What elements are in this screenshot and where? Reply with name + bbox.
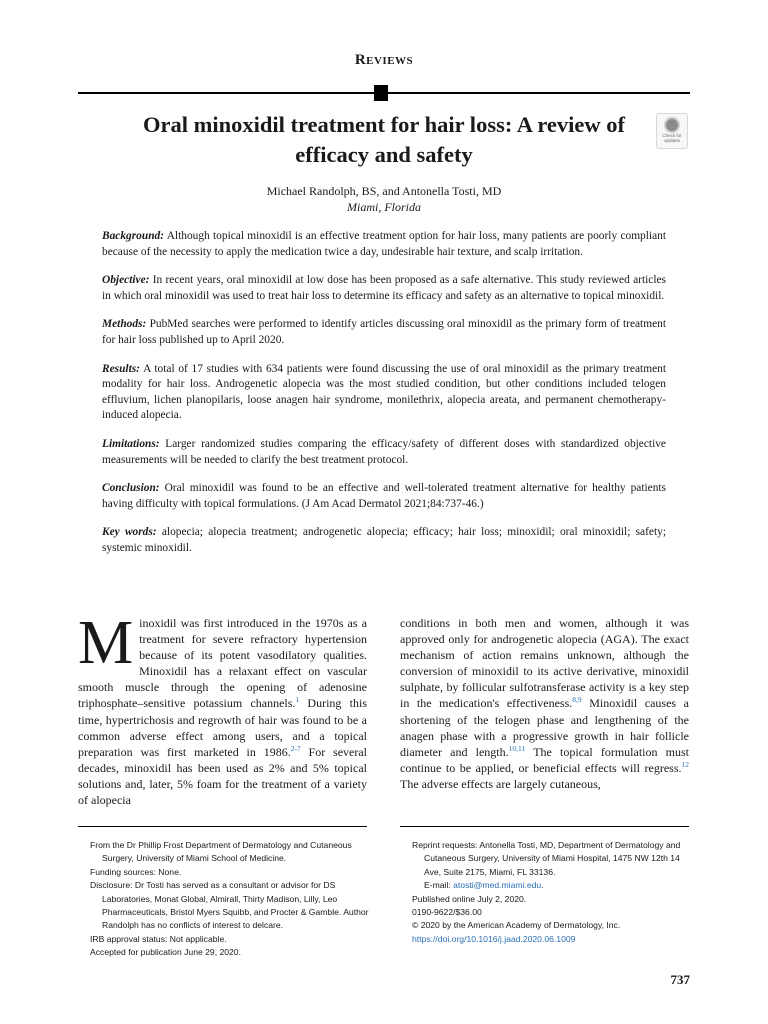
affiliation: Miami, Florida xyxy=(347,200,421,214)
drop-cap: M xyxy=(78,609,134,677)
citation-link[interactable]: 1 xyxy=(295,695,300,705)
citation-link[interactable]: 8,9 xyxy=(572,695,582,705)
abstract-conclusion: Conclusion: Oral minoxidil was found to be an effective and well-tolerated treatment alternative for healthy patients having difficulty with topical formulations. (J Am Acad Dermatol 2021;84:737-46.) xyxy=(102,482,666,510)
doi-link[interactable]: https://doi.org/10.1016/j.jaad.2020.06.1009 xyxy=(412,933,576,944)
page-number: 737 xyxy=(670,972,690,987)
footnotes-right xyxy=(412,839,690,946)
footnote-disclosure: Disclosure: Dr Tosti has served as a consultant or advisor for DS Laboratories, Monat Global, Almirall, Thirty Madison, Lilly, Leo Pharmaceuticals, Bristol Myers Squibb, and Procter & Gamble. Author Randolph has no conflicts of interest to delcare. xyxy=(90,880,369,931)
footnote-funding: Funding sources: None. xyxy=(90,866,182,877)
check-for-updates-label: Check for updates xyxy=(662,133,682,143)
check-for-updates-icon xyxy=(664,117,680,133)
footnote-accepted: Accepted for publication June 29, 2020. xyxy=(90,947,241,958)
footnote-reprint: Reprint requests: Antonella Tosti, MD, Department of Dermatology and Cutaneous Surgery, University of Miami Hospital, 1475 NW 12th 14 Ave, Suite 2175, Miami, FL 33136. E-mail: atosti@med.miami.edu. xyxy=(412,840,681,891)
abstract-background: Background: Although topical minoxidil is an effective treatment option for hair loss, many patients are poorly compliant because of the necessity to apply the medication twice a day, undesirable hair texture, and scalp irritation. xyxy=(102,230,666,258)
abstract xyxy=(102,229,666,570)
abstract-methods: Methods: PubMed searches were performed to identify articles discussing oral minoxidil as the primary form of treatment for hair loss published up to April 2020. xyxy=(102,318,666,346)
abstract-objective: Objective: In recent years, oral minoxidil at low dose has been proposed as a safe alternative. This study reviewed articles in which oral minoxidil was used to treat hair loss to determine its efficacy and safety as an alternative to topical minoxidil. xyxy=(102,274,666,302)
footnote-published: Published online July 2, 2020. xyxy=(412,893,527,904)
citation-link[interactable]: 10,11 xyxy=(508,743,526,753)
body-text xyxy=(78,609,690,810)
abstract-keywords: Key words: alopecia; alopecia treatment; androgenetic alopecia; efficacy; hair loss; minoxidil; oral minoxidil; safety; systemic minoxidil. xyxy=(102,526,666,554)
citation-link[interactable]: 12 xyxy=(681,759,689,769)
abstract-limitations: Limitations: Larger randomized studies comparing the efficacy/safety of different doses with standardized objective measurements will be needed to clarify the best treatment protocol. xyxy=(102,437,666,466)
body-column-right: conditions in both men and women, although it was approved only for androgenetic alopecia (AGA). The exact mechanism of action remains unknown, although the conversion of minoxidil to its active derivative, minoxidil sulphate, by follicular sulfotransferase activity is a key step in the medication's effectiveness.$^{8,9}$ Minoxidil causes a shortening of the telogen phase and lengthening of the anagen phase with a progressive growth in hair follicle diameter and length.$^{10,11}$ The topical formulation must continue to be applied, or beneficial effects will regress.$^{12}$ The adverse effects are largely cutaneous, xyxy=(400,616,690,791)
body-column-left: Minoxidil was first introduced in the 1970s as a treatment for severe refractory hypertension because of its potent vasodilatory qualities. Minoxidil has a relaxant effect on vascular smooth muscle through the opening of adenosine triphosphate–sensitive potassium channels.$^1$ During this time, hypertrichosis and regrowth of hair was found to be a common adverse effect among users, and a topical preparation was first marketed in 1986.$^{2-7}$ For several decades, minoxidil has been used as 2% and 5% topical solutions and, later, 5% foam for the treatment of a variety of alopecia xyxy=(78,609,368,808)
footnotes-left xyxy=(90,839,370,960)
footnote-rule-left xyxy=(78,826,367,827)
citation-link[interactable]: 2-7 xyxy=(290,743,301,753)
article-title: Oral minoxidil treatment for hair loss: A review of efficacy and safety xyxy=(142,112,626,167)
footnote-affiliation: From the Dr Phillip Frost Department of Dermatology and Cutaneous Surgery, University of Miami School of Medicine. xyxy=(90,840,352,864)
footnote-irb: IRB approval status: Not applicable. xyxy=(90,933,227,944)
authors: Michael Randolph, BS, and Antonella Tosti, MD xyxy=(266,184,502,198)
footnote-copyright: © 2020 by the American Academy of Dermatology, Inc. xyxy=(412,920,621,931)
email-link[interactable]: atosti@med.miami.edu xyxy=(453,880,542,891)
footnote-issn: 0190-9622/$36.00 xyxy=(412,907,482,918)
abstract-results: Results: A total of 17 studies with 634 patients were found discussing the use of oral minoxidil as the primary treatment modality for hair loss. Androgenetic alopecia was the most studied condition, but other conditions included telogen effluvium, lichen planopilaris, loose anagen hair syndrome, monilethrix, alopecia areata, and permanent chemotherapy-induced alopecia. xyxy=(102,362,666,422)
footnote-rule-right xyxy=(400,826,689,827)
header-rule-marker xyxy=(374,85,388,101)
check-for-updates-button[interactable] xyxy=(656,113,688,149)
section-label: Reviews xyxy=(354,52,414,68)
